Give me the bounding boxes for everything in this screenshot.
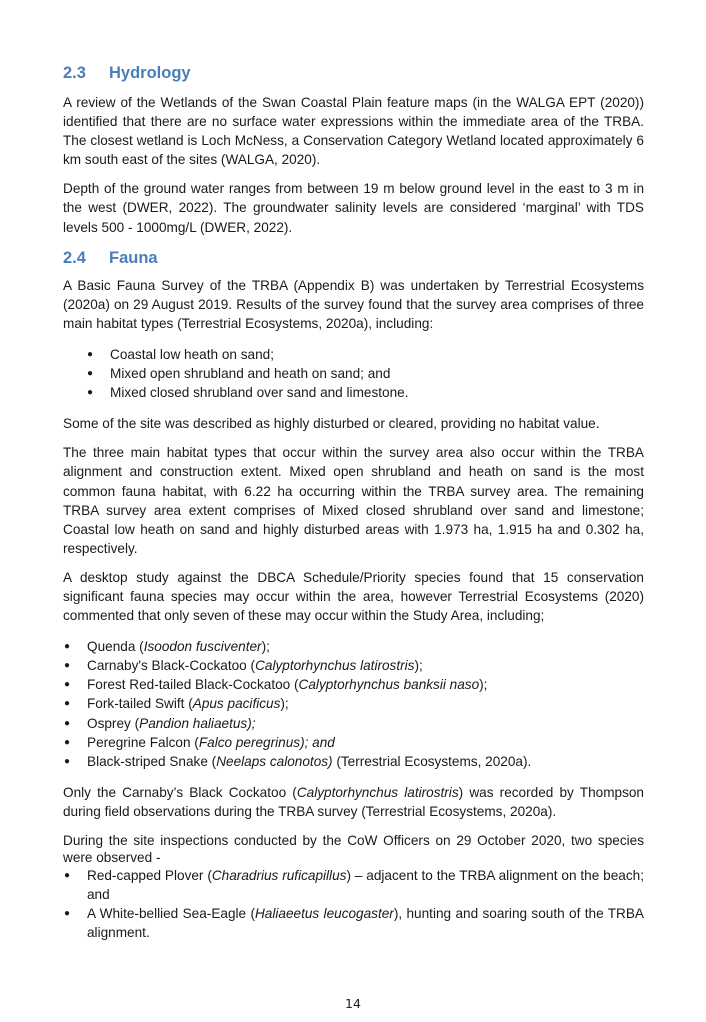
list-item: ● Mixed closed shrubland over sand and limestone. [63,383,644,402]
paragraph: Only the Carnaby’s Black Cockatoo (Calyptorhynchus latirostris) was recorded by Thompson during field observations during the TRBA survey (Terrestrial Ecosystems, 2020a). [63,784,644,819]
document-page [63,62,644,942]
bullet-icon: ● [87,387,94,399]
list-item: ● Black-striped Snake (Neelaps calonotos) (Terrestrial Ecosystems, 2020a). [63,752,644,771]
paragraph: Depth of the ground water ranges from between 19 m below ground level in the east to 3 m in the west (DWER, 2022). The groundwater salinity levels are considered ‘marginal’ with TDS levels 500 - 1000mg/L (DWER, 2022). [63,181,644,235]
bullet-icon: ● [64,755,71,767]
list-item: ● Carnaby's Black-Cockatoo (Calyptorhynchus latirostris); [63,656,644,675]
list-item: ● Coastal low heath on sand; [63,345,644,364]
paragraph: Some of the site was described as highly disturbed or cleared, providing no habitat value. [63,416,600,432]
list-item: ● Peregrine Falcon (Falco peregrinus); and [63,733,644,752]
bullet-icon: ● [87,348,94,360]
bullet-icon: ● [64,736,71,748]
bullet-icon: ● [64,641,71,653]
page-number: 14 [345,996,361,1011]
section-heading-fauna [63,247,644,269]
bullet-icon: ● [64,717,71,729]
bullet-icon: ● [64,908,71,920]
bullet-icon: ● [64,870,71,881]
section-heading-hydrology [63,62,644,84]
list-item: ● Osprey (Pandion haliaetus); [63,714,644,733]
list-item: ● A White-bellied Sea-Eagle (Haliaeetus leucogaster), hunting and soaring south of the TRBA alignment. [64,906,644,941]
list-item: ● Quenda (Isoodon fusciventer); [63,637,644,656]
section-number: 2.3 [63,64,86,82]
bullet-icon: ● [64,660,71,672]
paragraph: A desktop study against the DBCA Schedule/Priority species found that 15 conservation significant fauna species may occur within the area, however Terrestrial Ecosystems (2020) commented that only seven of these may occur within the Study Area, including; [63,569,644,624]
list-item: ● Fork-tailed Swift (Apus pacificus); [63,694,644,713]
habitat-list [63,345,644,402]
bullet-icon: ● [64,679,71,691]
bullet-icon: ● [87,368,94,380]
bullet-icon: ● [64,698,71,710]
list-item: ● Mixed open shrubland and heath on sand; and [63,364,644,383]
observed-species-list [63,866,644,942]
paragraph: During the site inspections conducted by the CoW Officers on 29 October 2020, two species were observed - [63,833,644,865]
section-title: Hydrology [109,64,191,82]
list-item: ● Forest Red-tailed Black-Cockatoo (Calyptorhynchus banksii naso); [63,675,644,694]
section-title: Fauna [109,248,158,267]
section-number: 2.4 [63,248,86,267]
species-list [63,637,644,771]
paragraph: The three main habitat types that occur within the survey area also occur within the TRBA alignment and construction extent. Mixed open shrubland and heath on sand is the most common fauna habitat, with 6.22 ha occurring within the TRBA survey area. The remaining TRBA survey area extent comprises of Mixed closed shrubland over sand and limestone; Coastal low heath on sand and highly disturbed areas with 1.973 ha, 1.915 ha and 0.302 ha, respectively. [63,445,644,556]
paragraph: A review of the Wetlands of the Swan Coastal Plain feature maps (in the WALGA EPT (2020)) identified that there are no surface water expressions within the immediate area of the TRBA. The closest wetland is Loch McNess, a Conservation Category Wetland located approximately 6 km south east of the sites (WALGA, 2020). [63,95,644,168]
paragraph: A Basic Fauna Survey of the TRBA (Appendix B) was undertaken by Terrestrial Ecosystems (2020a) on 29 August 2019. Results of the survey found that the survey area comprises of three main habitat types (Terrestrial Ecosystems, 2020a), including: [63,277,644,331]
list-item: ● Red-capped Plover (Charadrius ruficapillus) – adjacent to the TRBA alignment on the beach; and [64,868,644,903]
